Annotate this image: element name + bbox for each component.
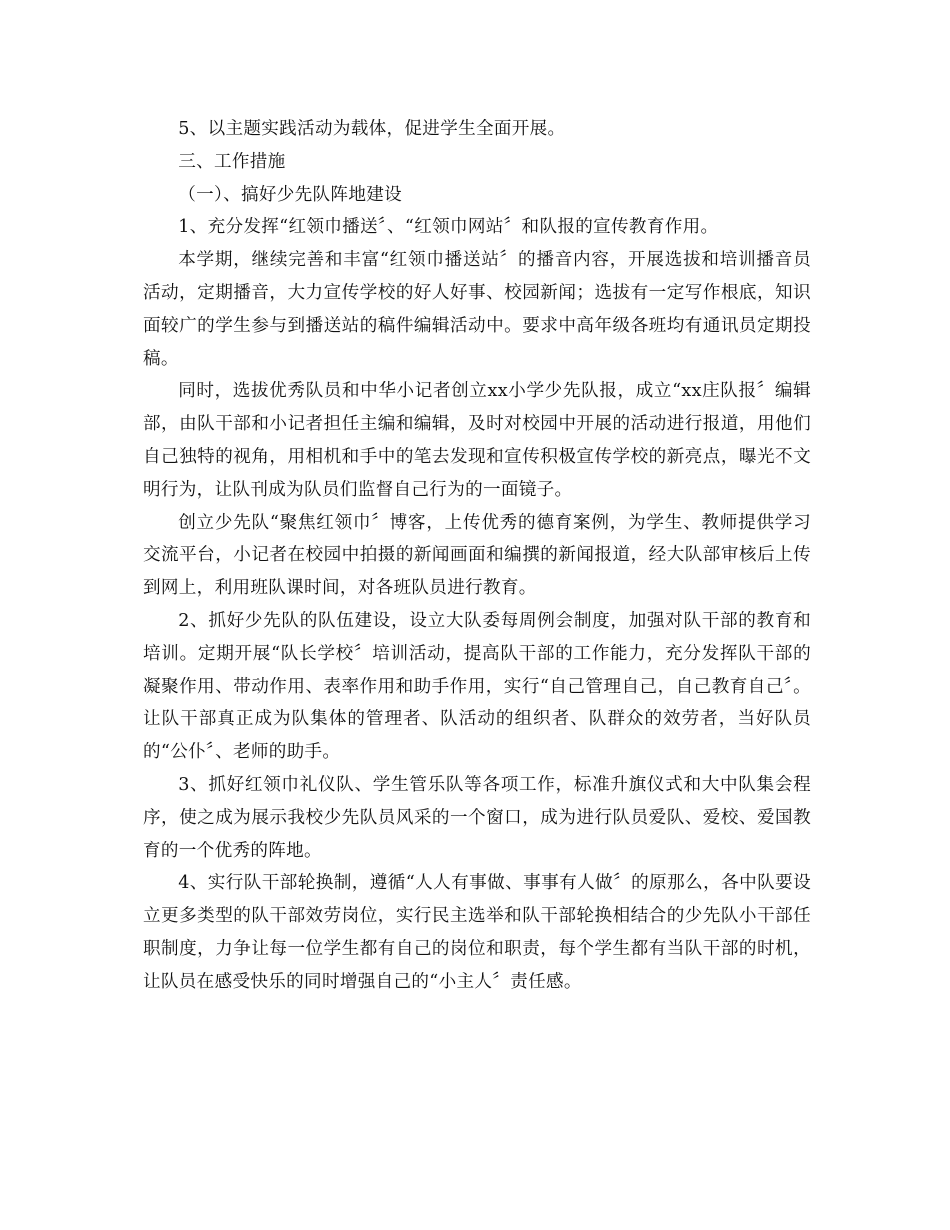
paragraph-blog: 创立少先队“聚焦红领巾〞博客，上传优秀的德育案例，为学生、教师提供学习交流平台，小记者在校园中拍摄的新闻画面和编撰的新闻报道，经大队部审核后上传到网上，利用班队课时间，对各班队员进行教育。 (143, 512, 811, 599)
paragraph-measure-2: 2、抓好少先队的队伍建设，设立大队委每周例会制度，加强对队干部的教育和培训。定期开展“队长学校〞培训活动，提高队干部的工作能力，充分发挥队干部的凝聚作用、带动作用、表率作用和助手作用，实行“自己管理自己，自己教育自己〞。让队干部真正成为队集体的管理者、队活动的组织者、队群众的效劳者，当好队员的“公仆〞、老师的助手。 (143, 610, 811, 763)
paragraph-newspaper: 同时，选拔优秀队员和中华小记者创立xx小学少先队报，成立“xx庄队报〞编辑部，由队干部和小记者担任主编和编辑，及时对校园中开展的活动进行报道，用他们自己独特的视角，用相机和手中的笔去发现和宣传积极宣传学校的新亮点，曝光不文明行为，让队刊成为队员们监督自己行为的一面镜子。 (143, 381, 811, 500)
section-heading-measures: 三、工作措施 (178, 151, 286, 172)
paragraph-broadcast-station: 本学期，继续完善和丰富“红领巾播送站〞的播音内容，开展选拔和培训播音员活动，定期播音，大力宣传学校的好人好事、校园新闻；选拔有一定写作根底，知识面较广的学生参与到播送站的稿件编辑活动中。要求中高年级各班均有通讯员定期投稿。 (143, 250, 811, 369)
document-body (143, 113, 811, 999)
paragraph-measure-4: 4、实行队干部轮换制，遵循“人人有事做、事事有人做〞的原那么，各中队要设立更多类型的队干部效劳岗位，实行民主选举和队干部轮换相结合的少先队小干部任职制度，力争让每一位学生都有自己的岗位和职责，每个学生都有当队干部的时机，让队员在感受快乐的同时增强自己的“小主人〞责任感。 (143, 873, 811, 992)
subsection-heading-position-building: （一）、搞好少先队阵地建设 (178, 184, 403, 205)
paragraph-measure-3: 3、抓好红领巾礼仪队、学生管乐队等各项工作，标准升旗仪式和大中队集会程序，使之成为展示我校少先队员风采的一个窗口，成为进行队员爱队、爱校、爱国教育的一个优秀的阵地。 (143, 774, 811, 861)
paragraph-goal-5: 5、以主题实践活动为载体，促进学生全面开展。 (178, 119, 566, 139)
paragraph-measure-1: 1、充分发挥“红领巾播送〞、“红领巾网站〞和队报的宣传教育作用。 (178, 217, 719, 238)
